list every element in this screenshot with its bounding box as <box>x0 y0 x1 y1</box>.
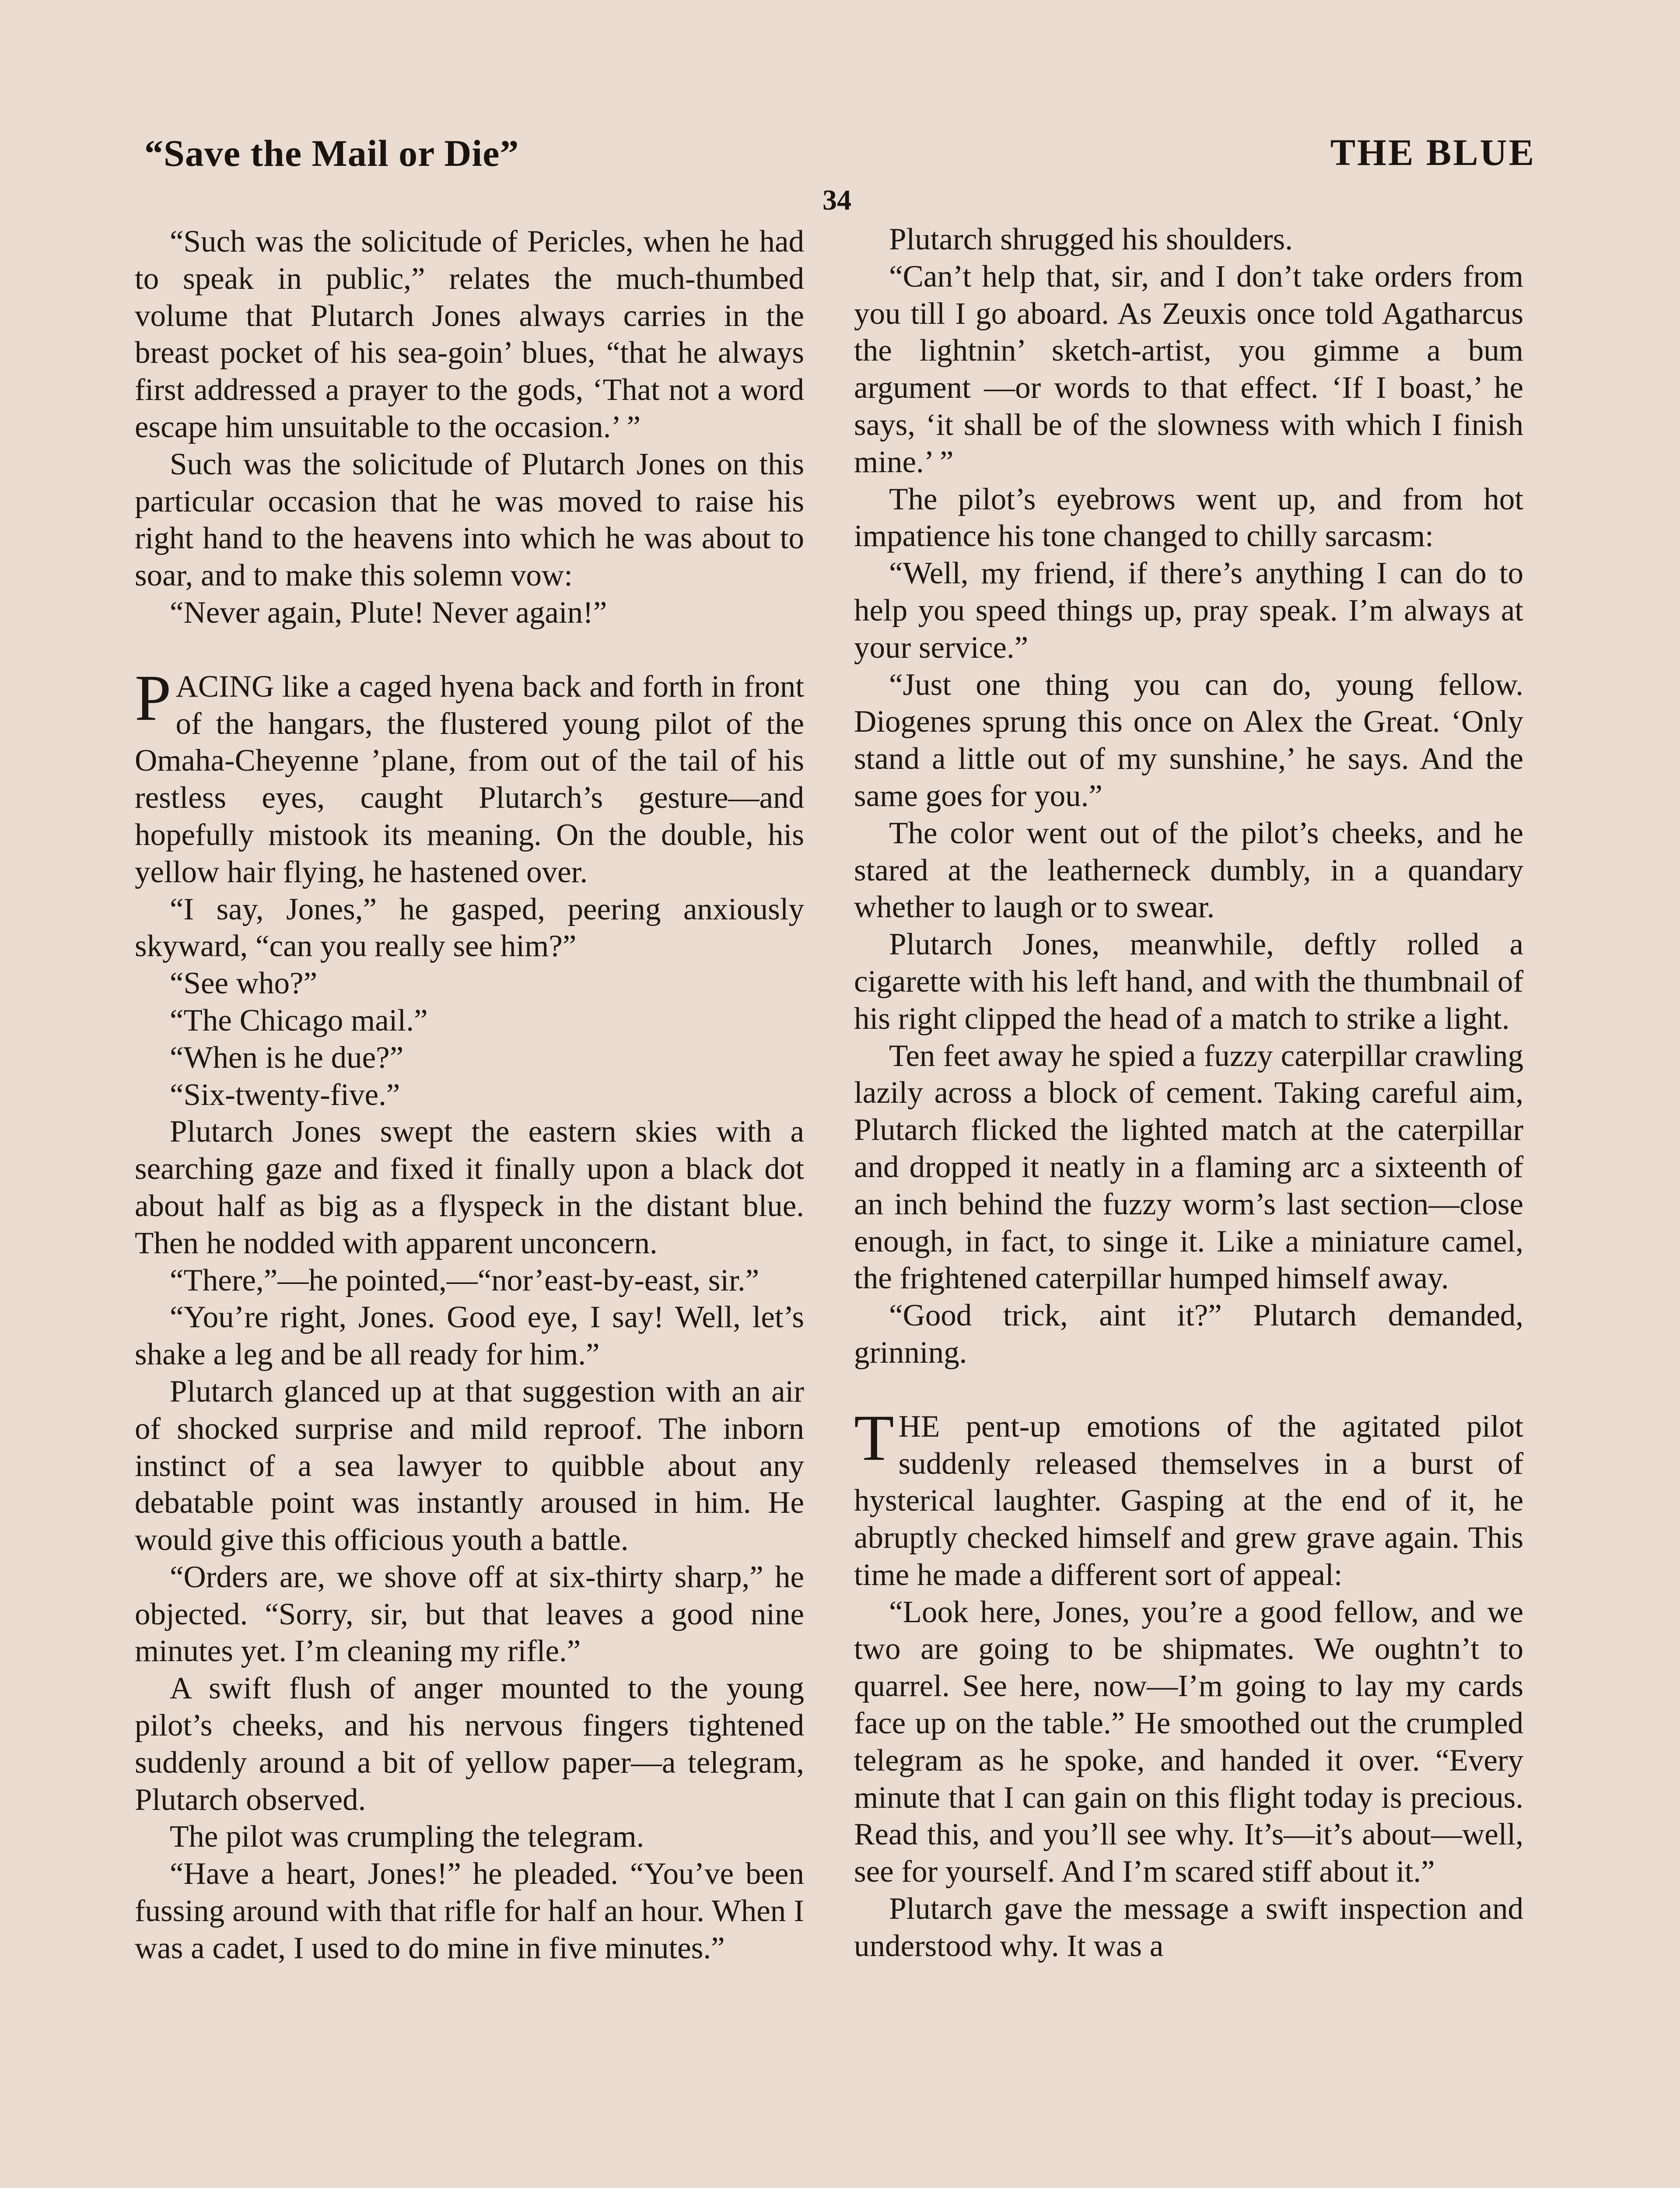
page-number: 34 <box>822 184 851 216</box>
paragraph: “Never again, Plute! Never again!” <box>170 595 607 630</box>
paragraph: Plutarch Jones, meanwhile, deftly rolled a cigarette with his left hand, and with the thumbnail of his right clipped the head of a match to strike a light. <box>854 927 1523 1036</box>
drop-cap: P <box>135 661 172 734</box>
paragraph: “When is he due?” <box>170 1040 404 1075</box>
paragraph-text: ACING like a caged hyena back and forth in front of the hangars, the flustered young pilot of the Omaha-Cheyenne ’plane, from out of the tail of his restless eyes, caught Plutarch’s gesture—and hopefully mistook its meaning. On the double, his yellow hair flying, he hastened over. <box>135 669 804 889</box>
paragraph: “Orders are, we shove off at six-thirty sharp,” he objected. “Sorry, sir, but that leaves a good nine minutes yet. I’m cleaning my rifle.” <box>135 1560 804 1669</box>
paragraph: “Can’t help that, sir, and I don’t take orders from you till I go aboard. As Zeuxis once told Agatharcus the lightnin’ sketch-artist, you gimme a bum argument —or words to that effect. ‘If I boast,’ he says, ‘it shall be of the slowness with which I finish mine.’ ” <box>854 259 1523 479</box>
paragraph: “There,”—he pointed,—“nor’east-by-east, sir.” <box>170 1263 760 1297</box>
paragraph: “Such was the solicitude of Pericles, when he had to speak in public,” relates the much-thumbed volume that Plutarch Jones always carries in the breast pocket of his sea-goin’ blues, “that he always first addressed a prayer to the gods, ‘That not a word escape him unsuitable to the occasion.’ ” <box>135 224 804 444</box>
paragraph: “Six-twenty-five.” <box>170 1077 400 1112</box>
paragraph: The pilot’s eyebrows went up, and from hot impatience his tone changed to chilly sarcasm: <box>854 482 1523 554</box>
paragraph: “I say, Jones,” he gasped, peering anxiously skyward, “can you really see him?” <box>135 892 804 964</box>
magazine-title: THE BLUE <box>1330 131 1536 173</box>
paragraph: “See who?” <box>170 966 318 1001</box>
section-opening-paragraph <box>135 661 804 891</box>
paragraph: “Have a heart, Jones!” he pleaded. “You’ve been fussing around with that rifle for half an hour. When I was a cadet, I used to do mine in five minutes.” <box>135 1857 804 1965</box>
paragraph-text: HE pent-up emotions of the agitated pilot suddenly released themselves in a burst of hysterical laughter. Gasping at the end of it, he abruptly checked himself and grew grave again. This time he made a different sort of appeal: <box>854 1409 1523 1592</box>
paragraph: Ten feet away he spied a fuzzy caterpillar crawling lazily across a block of cement. Taking careful aim, Plutarch flicked the lighted match at the caterpillar and dropped it neatly in a flaming arc a sixteenth of an inch behind the fuzzy worm’s last section—close enough, in fact, to singe it. Like a miniature camel, the frightened caterpillar humped himself away. <box>854 1038 1523 1296</box>
paragraph: Plutarch shrugged his shoulders. <box>889 222 1293 256</box>
paragraph: “Well, my friend, if there’s anything I can do to help you speed things up, pray speak. I’m always at your service.” <box>854 556 1523 665</box>
paragraph: Plutarch glanced up at that suggestion with an air of shocked surprise and mild reproof. The inborn instinct of a sea lawyer to quibble about any debatable point was instantly aroused in him. He would give this officious youth a battle. <box>135 1374 804 1557</box>
left-column <box>135 223 804 1967</box>
paragraph: Plutarch Jones swept the eastern skies with a searching gaze and fixed it finally upon a black dot about half as big as a flyspeck in the distant blue. Then he nodded with apparent unconcern. <box>135 1115 804 1260</box>
story-title: “Save the Mail or Die” <box>144 132 519 174</box>
paragraph: “The Chicago mail.” <box>170 1003 428 1038</box>
paragraph: “Just one thing you can do, young fellow. Diogenes sprung this once on Alex the Great. ‘Only stand a little out of my sunshine,’ he says. And the same goes for you.” <box>854 667 1523 813</box>
paragraph: The pilot was crumpling the telegram. <box>170 1820 644 1854</box>
paragraph: “Look here, Jones, you’re a good fellow, and we two are going to be shipmates. We oughtn’t to quarrel. See here, now—I’m going to lay my cards face up on the table.” He smoothed out the crumpled telegram as he spoke, and handed it over. “Every minute that I can gain on this flight today is precious. Read this, and you’ll see why. It’s—it’s about—well, see for yourself. And I’m scared stiff about it.” <box>854 1595 1523 1889</box>
section-opening-paragraph <box>854 1401 1523 1594</box>
paragraph: “You’re right, Jones. Good eye, I say! Well, let’s shake a leg and be all ready for him.” <box>135 1300 804 1372</box>
right-column <box>854 221 1523 1965</box>
paragraph: A swift flush of anger mounted to the young pilot’s cheeks, and his nervous fingers tightened suddenly around a bit of yellow paper—a telegram, Plutarch observed. <box>135 1671 804 1817</box>
paragraph: Such was the solicitude of Plutarch Jones on this particular occasion that he was moved to raise his right hand to the heavens into which he was about to soar, and to make this solemn vow: <box>135 447 804 593</box>
paragraph: “Good trick, aint it?” Plutarch demanded, grinning. <box>854 1298 1523 1370</box>
paragraph: The color went out of the pilot’s cheeks, and he stared at the leatherneck dumbly, in a quandary whether to laugh or to swear. <box>854 816 1523 925</box>
paragraph: Plutarch gave the message a swift inspection and understood why. It was a <box>854 1892 1523 1963</box>
drop-cap: T <box>854 1401 894 1474</box>
